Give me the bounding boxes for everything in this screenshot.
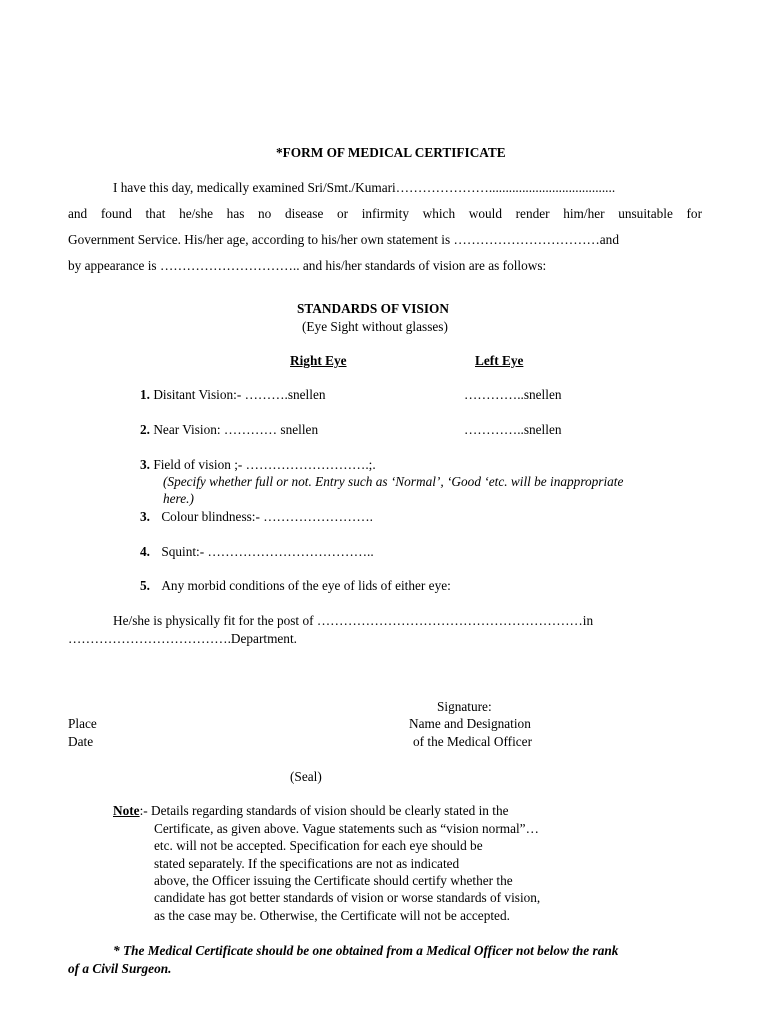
near-vision-left: …………..snellen [464, 422, 562, 437]
medical-officer-label: of the Medical Officer [413, 734, 533, 749]
item-text: Colour blindness:- ……………………. [161, 509, 373, 524]
note-separator: :- [139, 803, 148, 818]
note-line-5: above, the Officer issuing the Certificate should certify whether the [154, 873, 513, 888]
item-number: 3. [140, 457, 150, 472]
note-line-2: Certificate, as given above. Vague statements such as “vision normal”… [154, 821, 539, 836]
note-text: Details regarding standards of vision should be clearly stated in the [151, 803, 509, 818]
note-label: Note [113, 803, 140, 818]
intro-line-4-end: and his/her standards of vision are as follows: [302, 258, 547, 273]
date-label: Date [68, 734, 94, 749]
note-line-7: as the case may be. Otherwise, the Certificate will not be accepted. [154, 908, 510, 923]
note-line-4: stated separately. If the specifications are not as indicated [154, 856, 460, 871]
post-blank: …………………………………………………… [316, 613, 583, 628]
footnote-line-1 [113, 942, 618, 959]
distant-vision-left: …………..snellen [464, 387, 562, 402]
age-blank: …………………………… [453, 232, 600, 247]
intro-line-3-text: Government Service. His/her age, according to his/her own statement is [68, 232, 451, 247]
right-eye-header: Right Eye [290, 353, 347, 368]
fitness-line-1 [113, 612, 593, 629]
field-of-vision-note-1: (Specify whether full or not. Entry such as ‘Normal’, ‘Good ‘etc. will be inappropriate [163, 474, 624, 489]
vision-subheading: (Eye Sight without glasses) [302, 319, 448, 334]
item-number: 5. [140, 578, 150, 593]
place-label: Place [68, 716, 97, 731]
appearance-age-blank: ………………………….. [159, 258, 300, 273]
intro-line-3-end: and [599, 232, 619, 247]
intro-line-1-text: I have this day, medically examined Sri/Smt./Kumari [113, 180, 396, 195]
item-text: Near Vision: ………… snellen [153, 422, 319, 437]
name-designation-label: Name and Designation [409, 716, 531, 731]
intro-line-3 [68, 231, 619, 248]
signature-label: Signature: [437, 699, 492, 714]
fitness-line-2: ……………………………….Department. [68, 631, 297, 646]
item-text: Squint:- ……………………………….. [161, 544, 374, 559]
item-text: Disitant Vision:- ……….snellen [153, 387, 326, 402]
distant-vision-item [140, 386, 326, 403]
document-title: *FORM OF MEDICAL CERTIFICATE [276, 145, 506, 160]
item-number: 1. [140, 387, 150, 402]
colour-blindness-item [140, 508, 373, 525]
fitness-text: He/she is physically fit for the post of [113, 613, 314, 628]
footnote-star: * [113, 943, 120, 958]
item-number: 4. [140, 544, 150, 559]
item-text: Any morbid conditions of the eye of lids of either eye: [161, 578, 451, 593]
note-line-6: candidate has got better standards of vision or worse standards of vision, [154, 890, 541, 905]
seal-label: (Seal) [290, 769, 322, 784]
note-line-3: etc. will not be accepted. Specification for each eye should be [154, 838, 483, 853]
intro-line-4 [68, 257, 546, 274]
vision-heading: STANDARDS OF VISION [297, 301, 449, 316]
field-of-vision-note-2: here.) [163, 491, 194, 506]
note-line-1 [113, 802, 509, 819]
item-text: Field of vision ;- ……………………….;. [153, 457, 376, 472]
morbid-conditions-item [140, 577, 451, 594]
footnote-line-2: of a Civil Surgeon. [68, 961, 172, 976]
intro-line-2: and found that he/she has no disease or infirmity which would render him/her unsuitable for [68, 206, 702, 221]
field-of-vision-item [140, 456, 376, 473]
item-number: 3. [140, 509, 150, 524]
item-number: 2. [140, 422, 150, 437]
squint-item [140, 543, 374, 560]
footnote-text: The Medical Certificate should be one obtained from a Medical Officer not below the rank [122, 943, 619, 958]
intro-line-4-text: by appearance is [68, 258, 157, 273]
name-blank: …………………...................................... [395, 180, 616, 195]
left-eye-header: Left Eye [475, 353, 524, 368]
fitness-in: in [582, 613, 594, 628]
intro-line-1 [113, 179, 615, 196]
near-vision-item [140, 421, 318, 438]
